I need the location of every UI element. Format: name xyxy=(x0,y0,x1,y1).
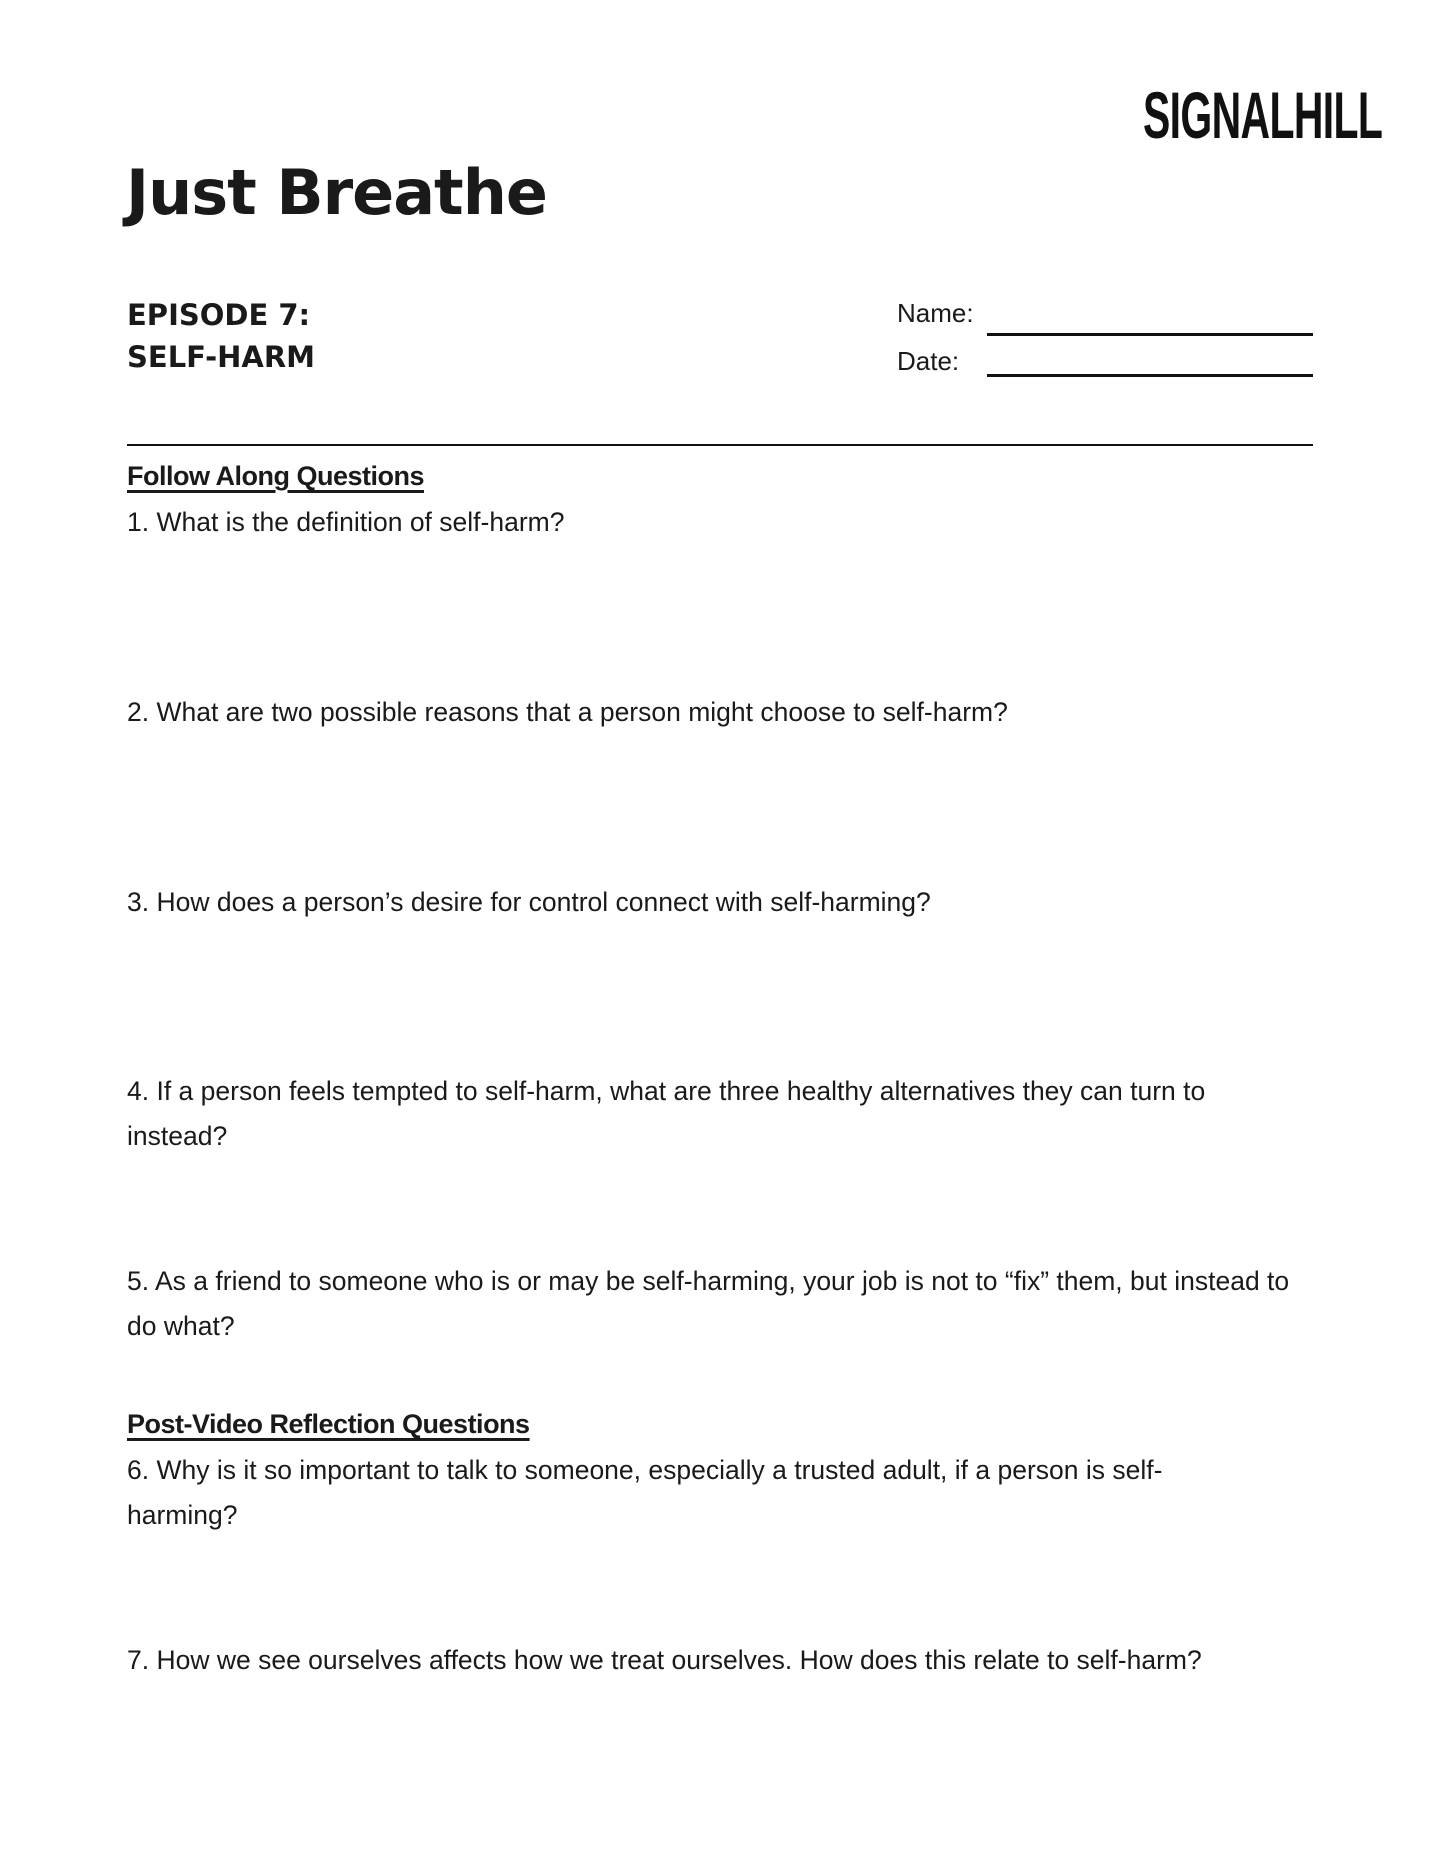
header-divider xyxy=(127,444,1313,446)
page-title: Just Breathe xyxy=(126,156,547,229)
episode-topic: SELF-HARM xyxy=(127,340,316,374)
date-label: Date: xyxy=(897,346,960,376)
section-heading-follow-along: Follow Along Questions xyxy=(127,461,424,491)
name-field[interactable] xyxy=(987,333,1313,336)
question-1: 1. What is the definition of self-harm? xyxy=(127,507,565,537)
section-heading-post-video: Post-Video Reflection Questions xyxy=(127,1409,530,1439)
question-4: 4. If a person feels tempted to self-harm, what are three healthy alternatives they can turn to instead? xyxy=(127,1076,1206,1151)
question-7: 7. How we see ourselves affects how we treat ourselves. How does this relate to self-harm? xyxy=(127,1645,1202,1675)
date-field[interactable] xyxy=(987,374,1313,377)
question-5: 5. As a friend to someone who is or may be self-harming, your job is not to “fix” them, but instead to do what? xyxy=(127,1266,1290,1341)
question-3: 3. How does a person’s desire for control connect with self-harming? xyxy=(127,887,931,917)
question-6: 6. Why is it so important to talk to someone, especially a trusted adult, if a person is self-harming? xyxy=(127,1455,1163,1530)
signalhill-logo: SIGNALHILL xyxy=(1143,78,1383,152)
name-label: Name: xyxy=(897,298,974,328)
episode-heading xyxy=(127,294,315,378)
episode-number: EPISODE 7: xyxy=(127,298,311,332)
question-2: 2. What are two possible reasons that a person might choose to self-harm? xyxy=(127,697,1008,727)
